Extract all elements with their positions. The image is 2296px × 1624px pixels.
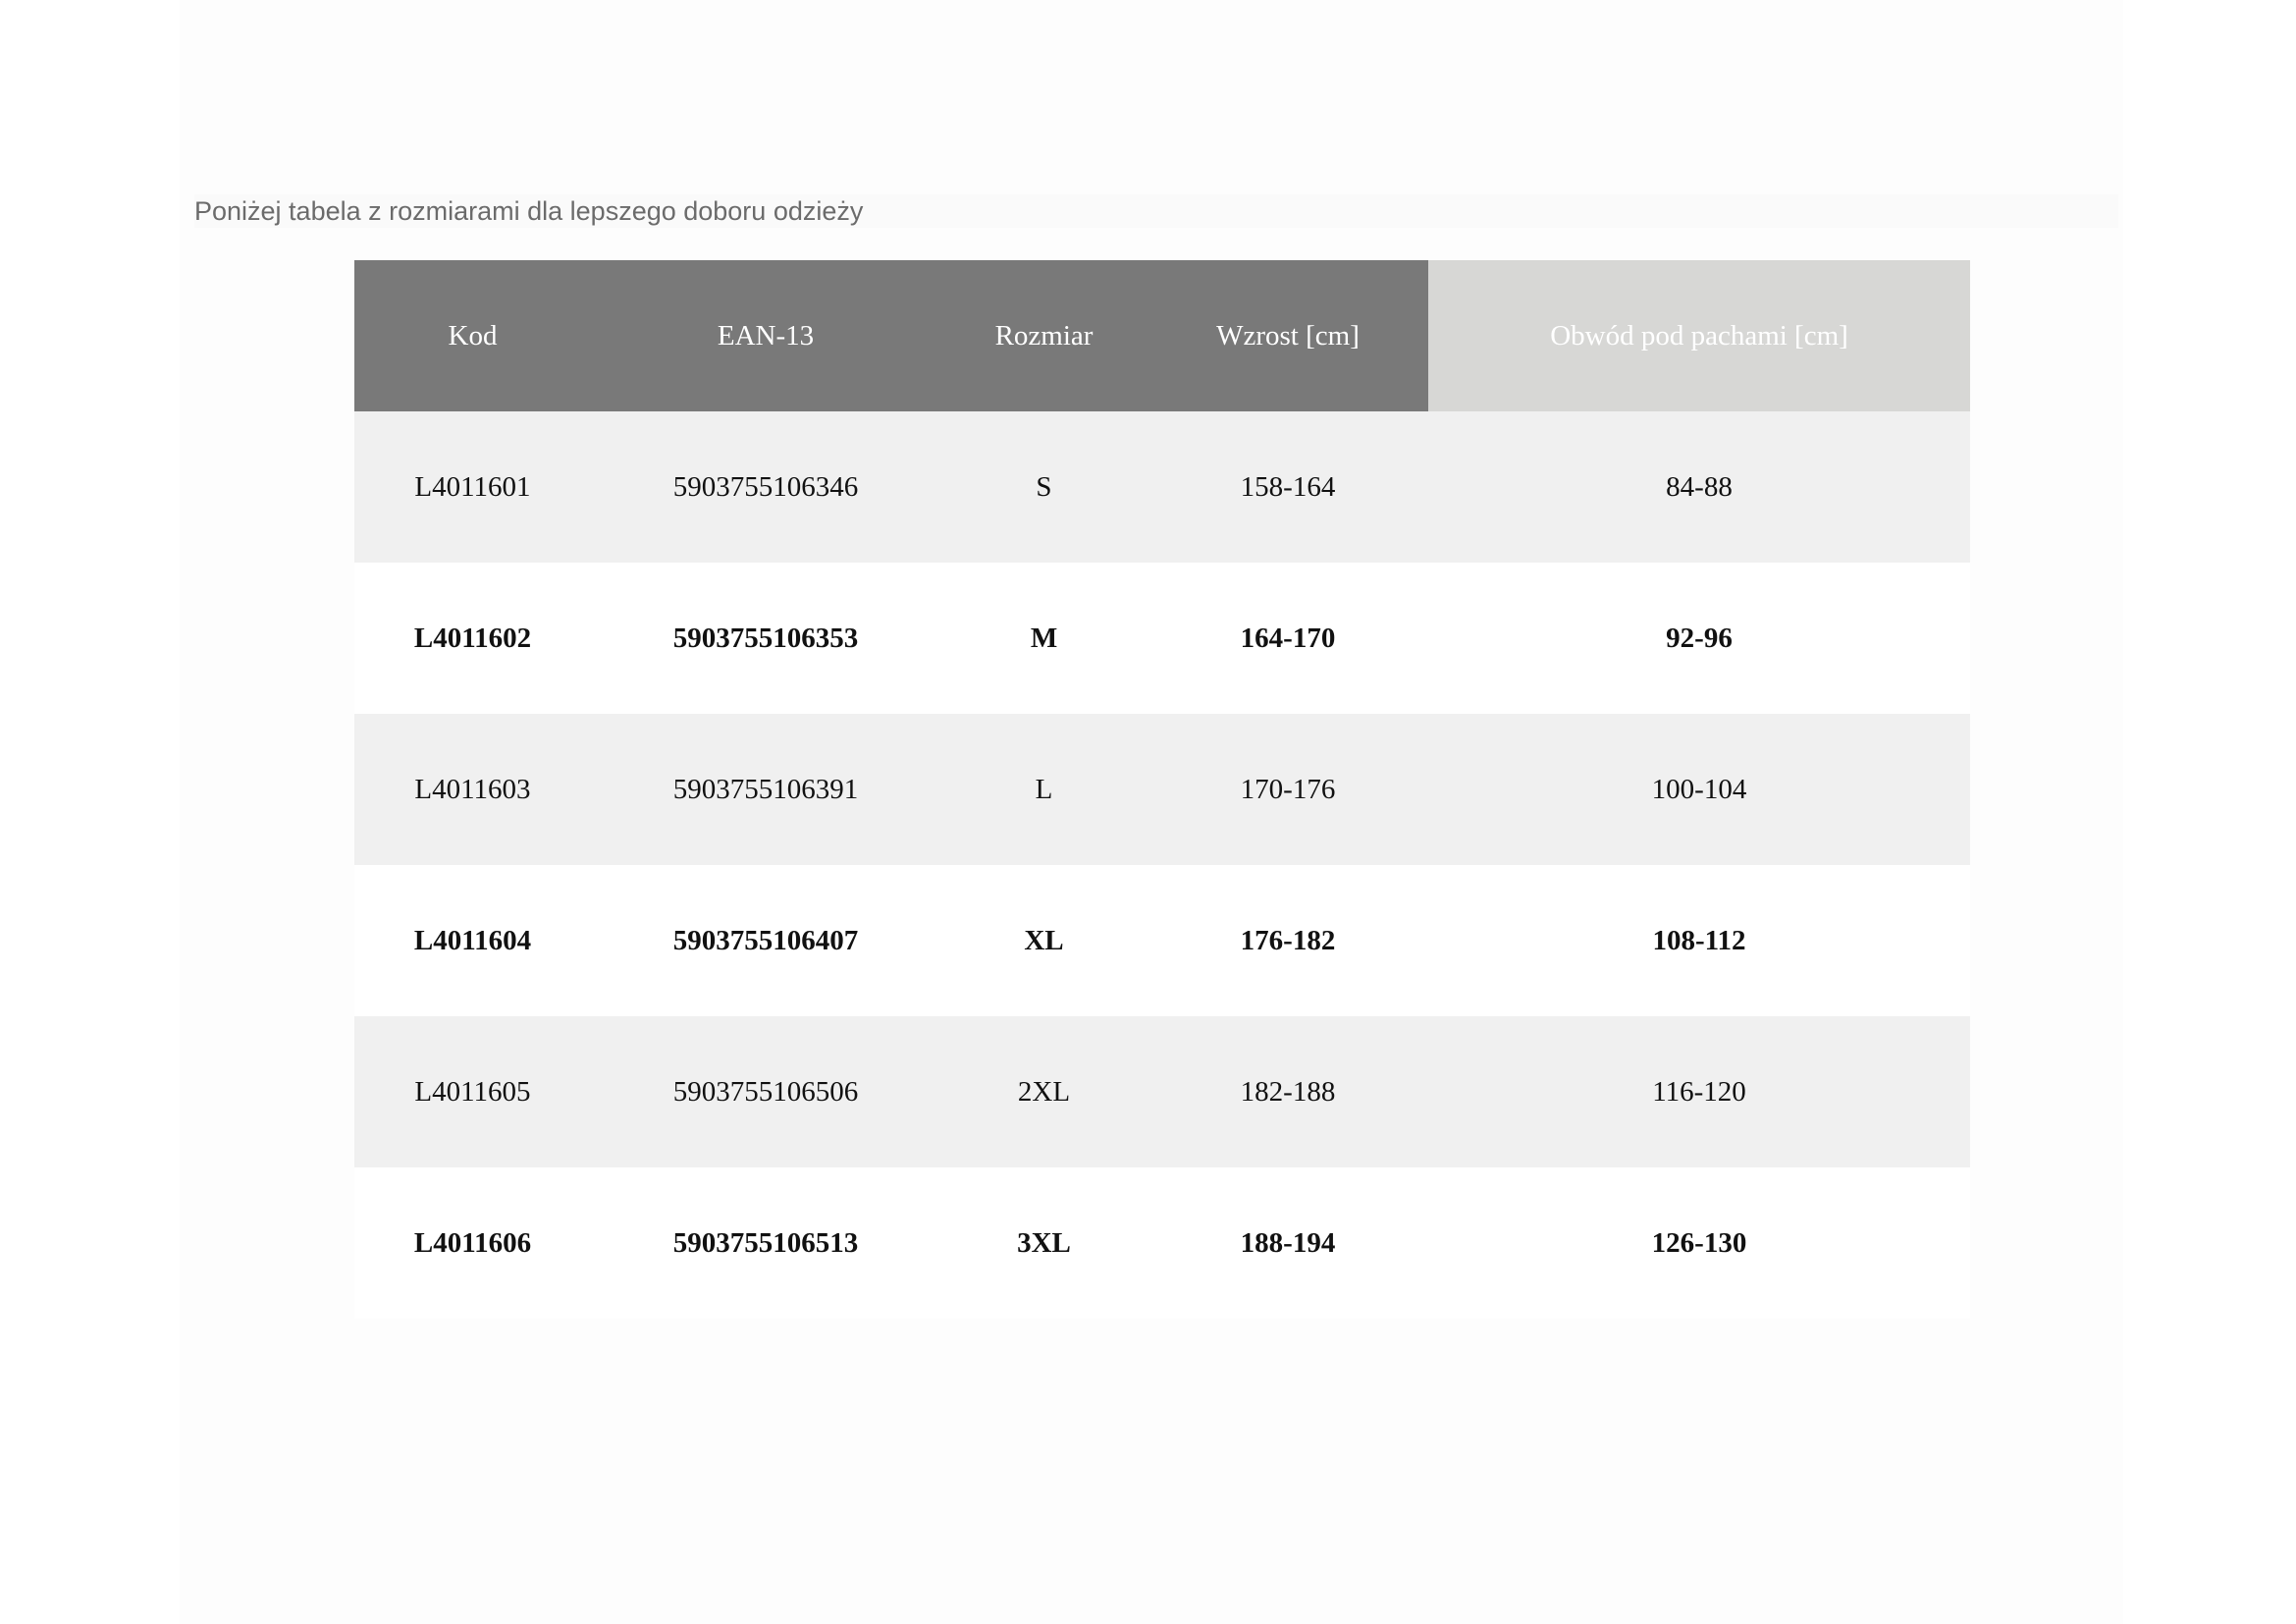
header-wzrost: Wzrost [cm]	[1148, 260, 1428, 411]
cell-rozmiar: S	[940, 411, 1148, 563]
intro-text: Poniżej tabela z rozmiarami dla lepszego doboru odzieży	[194, 194, 2118, 228]
cell-wzrost: 182-188	[1148, 1016, 1428, 1167]
table-row	[354, 865, 1970, 1016]
cell-wzrost: 164-170	[1148, 563, 1428, 714]
header-ean: EAN-13	[591, 260, 940, 411]
size-table	[354, 260, 1970, 1319]
cell-kod: L4011602	[354, 563, 591, 714]
table-row	[354, 714, 1970, 865]
table-row	[354, 1016, 1970, 1167]
cell-ean: 5903755106346	[591, 411, 940, 563]
cell-wzrost: 170-176	[1148, 714, 1428, 865]
cell-obwod: 126-130	[1428, 1167, 1970, 1319]
table-row	[354, 411, 1970, 563]
cell-ean: 5903755106506	[591, 1016, 940, 1167]
cell-ean: 5903755106513	[591, 1167, 940, 1319]
header-rozmiar: Rozmiar	[940, 260, 1148, 411]
cell-kod: L4011601	[354, 411, 591, 563]
cell-kod: L4011605	[354, 1016, 591, 1167]
cell-ean: 5903755106391	[591, 714, 940, 865]
cell-wzrost: 176-182	[1148, 865, 1428, 1016]
cell-ean: 5903755106353	[591, 563, 940, 714]
cell-obwod: 100-104	[1428, 714, 1970, 865]
cell-kod: L4011606	[354, 1167, 591, 1319]
cell-rozmiar: 3XL	[940, 1167, 1148, 1319]
table-row	[354, 1167, 1970, 1319]
cell-rozmiar: 2XL	[940, 1016, 1148, 1167]
cell-rozmiar: L	[940, 714, 1148, 865]
cell-ean: 5903755106407	[591, 865, 940, 1016]
header-obwod: Obwód pod pachami [cm]	[1428, 260, 1970, 411]
cell-obwod: 92-96	[1428, 563, 1970, 714]
cell-kod: L4011603	[354, 714, 591, 865]
header-kod: Kod	[354, 260, 591, 411]
cell-wzrost: 158-164	[1148, 411, 1428, 563]
cell-rozmiar: M	[940, 563, 1148, 714]
cell-wzrost: 188-194	[1148, 1167, 1428, 1319]
cell-kod: L4011604	[354, 865, 591, 1016]
cell-obwod: 108-112	[1428, 865, 1970, 1016]
table-header-row	[354, 260, 1970, 411]
table-row	[354, 563, 1970, 714]
cell-rozmiar: XL	[940, 865, 1148, 1016]
cell-obwod: 84-88	[1428, 411, 1970, 563]
cell-obwod: 116-120	[1428, 1016, 1970, 1167]
